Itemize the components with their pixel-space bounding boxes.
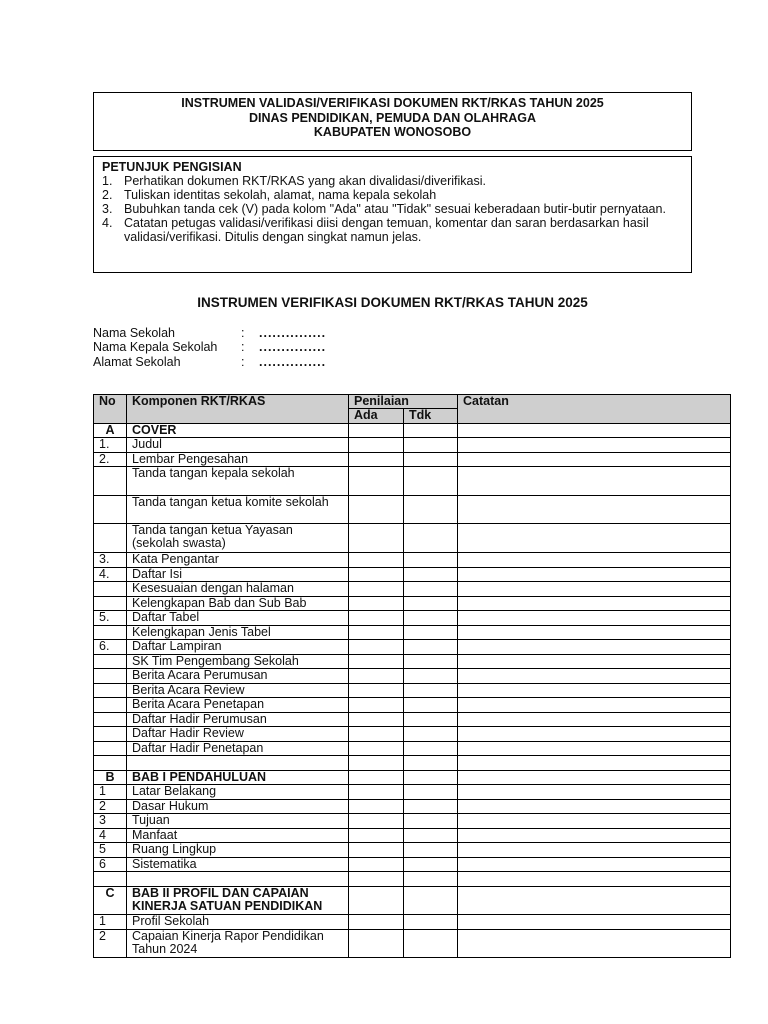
row-tdk-cell	[404, 553, 458, 568]
row-ada-cell	[349, 828, 404, 843]
row-tdk-cell	[404, 712, 458, 727]
row-tdk-cell	[404, 929, 458, 958]
checklist-table	[93, 394, 731, 958]
row-ada-cell	[349, 756, 404, 771]
row-tdk-cell	[404, 915, 458, 930]
row-komponen: Kelengkapan Jenis Tabel	[127, 625, 349, 640]
row-catatan-cell	[458, 467, 731, 496]
row-ada-cell	[349, 423, 404, 438]
row-komponen: Berita Acara Perumusan	[127, 669, 349, 684]
table-row	[94, 857, 731, 872]
identity-label: Alamat Sekolah	[93, 354, 181, 369]
header-no: No	[94, 395, 127, 424]
table-row	[94, 524, 731, 553]
row-tdk-cell	[404, 452, 458, 467]
row-komponen: Daftar Hadir Penetapan	[127, 741, 349, 756]
table-row	[94, 814, 731, 829]
row-number	[94, 524, 127, 553]
row-komponen: Capaian Kinerja Rapor Pendidikan Tahun 2024	[127, 929, 349, 958]
row-ada-cell	[349, 770, 404, 785]
row-tdk-cell	[404, 857, 458, 872]
table-row	[94, 596, 731, 611]
row-ada-cell	[349, 843, 404, 858]
row-komponen: Judul	[127, 438, 349, 453]
instruction-text: Tuliskan identitas sekolah, alamat, nama kepala sekolah	[124, 188, 437, 202]
row-number	[94, 756, 127, 771]
row-catatan-cell	[458, 915, 731, 930]
table-header-row	[94, 395, 731, 409]
row-catatan-cell	[458, 611, 731, 626]
row-tdk-cell	[404, 654, 458, 669]
instructions-title: PETUNJUK PENGISIAN	[102, 160, 242, 174]
row-tdk-cell	[404, 495, 458, 524]
row-komponen: Profil Sekolah	[127, 915, 349, 930]
row-komponen: Kata Pengantar	[127, 553, 349, 568]
row-catatan-cell	[458, 741, 731, 756]
row-komponen: Kesesuaian dengan halaman	[127, 582, 349, 597]
row-ada-cell	[349, 438, 404, 453]
table-row	[94, 495, 731, 524]
row-ada-cell	[349, 683, 404, 698]
identity-label: Nama Kepala Sekolah	[93, 340, 218, 355]
row-komponen: Sistematika	[127, 857, 349, 872]
row-komponen	[127, 756, 349, 771]
row-komponen: COVER	[127, 423, 349, 438]
row-komponen: Daftar Tabel	[127, 611, 349, 626]
row-ada-cell	[349, 467, 404, 496]
table-row	[94, 683, 731, 698]
row-komponen: Latar Belakang	[127, 785, 349, 800]
row-catatan-cell	[458, 872, 731, 887]
row-komponen: Tanda tangan ketua Yayasan (sekolah swasta)	[127, 524, 349, 553]
instruction-text: Perhatikan dokumen RKT/RKAS yang akan divalidasi/diverifikasi.	[124, 174, 486, 188]
row-number	[94, 495, 127, 524]
row-number: 4	[94, 828, 127, 843]
row-number: 5.	[94, 611, 127, 626]
row-catatan-cell	[458, 770, 731, 785]
instruction-item	[102, 174, 683, 188]
row-number: 2	[94, 929, 127, 958]
row-ada-cell	[349, 886, 404, 915]
row-tdk-cell	[404, 438, 458, 453]
row-ada-cell	[349, 567, 404, 582]
row-tdk-cell	[404, 524, 458, 553]
row-tdk-cell	[404, 886, 458, 915]
row-komponen: Dasar Hukum	[127, 799, 349, 814]
table-row	[94, 452, 731, 467]
row-number	[94, 582, 127, 597]
row-catatan-cell	[458, 683, 731, 698]
row-number	[94, 712, 127, 727]
row-komponen: Daftar Isi	[127, 567, 349, 582]
row-tdk-cell	[404, 814, 458, 829]
row-tdk-cell	[404, 467, 458, 496]
row-number: 2	[94, 799, 127, 814]
row-komponen: Ruang Lingkup	[127, 843, 349, 858]
row-ada-cell	[349, 495, 404, 524]
identity-row	[93, 326, 326, 340]
row-ada-cell	[349, 553, 404, 568]
table-row	[94, 770, 731, 785]
row-komponen: SK Tim Pengembang Sekolah	[127, 654, 349, 669]
row-catatan-cell	[458, 712, 731, 727]
identity-colon: :	[241, 340, 245, 355]
row-catatan-cell	[458, 886, 731, 915]
row-ada-cell	[349, 785, 404, 800]
row-number: 1	[94, 785, 127, 800]
row-number: 4.	[94, 567, 127, 582]
instruction-number: 3.	[102, 202, 113, 216]
row-ada-cell	[349, 712, 404, 727]
row-ada-cell	[349, 857, 404, 872]
row-number	[94, 596, 127, 611]
row-catatan-cell	[458, 727, 731, 742]
table-row	[94, 611, 731, 626]
row-catatan-cell	[458, 785, 731, 800]
header-catatan: Catatan	[458, 395, 731, 424]
instruction-item	[102, 202, 683, 216]
row-tdk-cell	[404, 640, 458, 655]
row-number	[94, 625, 127, 640]
row-komponen: Lembar Pengesahan	[127, 452, 349, 467]
row-komponen: BAB II PROFIL DAN CAPAIAN KINERJA SATUAN PENDIDIKAN	[127, 886, 349, 915]
row-ada-cell	[349, 814, 404, 829]
row-tdk-cell	[404, 799, 458, 814]
table-row	[94, 567, 731, 582]
table-row	[94, 582, 731, 597]
table-row	[94, 727, 731, 742]
row-catatan-cell	[458, 596, 731, 611]
row-ada-cell	[349, 741, 404, 756]
school-identity	[93, 326, 326, 369]
row-ada-cell	[349, 524, 404, 553]
row-catatan-cell	[458, 698, 731, 713]
row-number: 1	[94, 915, 127, 930]
document-header	[93, 92, 692, 151]
row-ada-cell	[349, 727, 404, 742]
row-tdk-cell	[404, 625, 458, 640]
row-komponen: Berita Acara Penetapan	[127, 698, 349, 713]
identity-row	[93, 355, 326, 369]
identity-value: ...............	[259, 354, 327, 369]
instruction-number: 2.	[102, 188, 113, 202]
row-catatan-cell	[458, 857, 731, 872]
table-row	[94, 625, 731, 640]
row-catatan-cell	[458, 929, 731, 958]
row-catatan-cell	[458, 828, 731, 843]
row-ada-cell	[349, 611, 404, 626]
row-number: 5	[94, 843, 127, 858]
table-row	[94, 799, 731, 814]
row-komponen: Daftar Hadir Review	[127, 727, 349, 742]
row-number	[94, 698, 127, 713]
row-tdk-cell	[404, 423, 458, 438]
row-tdk-cell	[404, 828, 458, 843]
table-row	[94, 669, 731, 684]
row-number: 3	[94, 814, 127, 829]
row-ada-cell	[349, 669, 404, 684]
row-ada-cell	[349, 582, 404, 597]
row-komponen: Kelengkapan Bab dan Sub Bab	[127, 596, 349, 611]
table-row	[94, 712, 731, 727]
row-number: A	[94, 423, 127, 438]
instruction-text: Bubuhkan tanda cek (V) pada kolom "Ada" atau "Tidak" sesuai keberadaan butir-butir pernyataan.	[124, 202, 666, 216]
row-komponen: Tanda tangan ketua komite sekolah	[127, 495, 349, 524]
instruction-number: 4.	[102, 216, 113, 230]
row-tdk-cell	[404, 872, 458, 887]
table-row	[94, 640, 731, 655]
instruction-item	[102, 188, 683, 202]
row-ada-cell	[349, 625, 404, 640]
row-tdk-cell	[404, 843, 458, 858]
row-catatan-cell	[458, 640, 731, 655]
row-tdk-cell	[404, 596, 458, 611]
row-tdk-cell	[404, 611, 458, 626]
row-tdk-cell	[404, 785, 458, 800]
row-catatan-cell	[458, 582, 731, 597]
row-komponen: Tujuan	[127, 814, 349, 829]
row-number: 6	[94, 857, 127, 872]
row-tdk-cell	[404, 756, 458, 771]
row-number	[94, 683, 127, 698]
row-number	[94, 741, 127, 756]
row-number: B	[94, 770, 127, 785]
row-catatan-cell	[458, 669, 731, 684]
row-komponen: Manfaat	[127, 828, 349, 843]
row-tdk-cell	[404, 669, 458, 684]
row-catatan-cell	[458, 814, 731, 829]
row-ada-cell	[349, 698, 404, 713]
table-row	[94, 843, 731, 858]
row-catatan-cell	[458, 524, 731, 553]
header-penilaian: Penilaian	[349, 395, 458, 409]
row-number: 2.	[94, 452, 127, 467]
row-catatan-cell	[458, 843, 731, 858]
row-catatan-cell	[458, 625, 731, 640]
table-row	[94, 698, 731, 713]
row-catatan-cell	[458, 438, 731, 453]
table-row	[94, 785, 731, 800]
row-number	[94, 872, 127, 887]
instruction-text: Catatan petugas validasi/verifikasi diisi dengan temuan, komentar dan saran berdasarkan hasil validasi/verifikasi. Ditulis dengan singkat namun jelas.	[124, 216, 649, 244]
row-ada-cell	[349, 596, 404, 611]
row-number	[94, 669, 127, 684]
row-number: C	[94, 886, 127, 915]
identity-row	[93, 340, 326, 354]
row-catatan-cell	[458, 654, 731, 669]
row-catatan-cell	[458, 756, 731, 771]
row-komponen: Tanda tangan kepala sekolah	[127, 467, 349, 496]
row-tdk-cell	[404, 683, 458, 698]
table-row	[94, 915, 731, 930]
table-row	[94, 423, 731, 438]
row-komponen: BAB I PENDAHULUAN	[127, 770, 349, 785]
row-komponen: Daftar Hadir Perumusan	[127, 712, 349, 727]
row-catatan-cell	[458, 452, 731, 467]
row-number: 6.	[94, 640, 127, 655]
row-tdk-cell	[404, 770, 458, 785]
header-komponen: Komponen RKT/RKAS	[127, 395, 349, 424]
table-row	[94, 886, 731, 915]
row-ada-cell	[349, 799, 404, 814]
table-row	[94, 654, 731, 669]
row-tdk-cell	[404, 582, 458, 597]
header-line-3: KABUPATEN WONOSOBO	[313, 125, 472, 139]
row-number	[94, 654, 127, 669]
table-body	[94, 423, 731, 958]
row-number	[94, 727, 127, 742]
row-ada-cell	[349, 452, 404, 467]
row-tdk-cell	[404, 567, 458, 582]
row-tdk-cell	[404, 698, 458, 713]
row-ada-cell	[349, 872, 404, 887]
instruction-number: 1.	[102, 174, 113, 188]
row-ada-cell	[349, 640, 404, 655]
row-ada-cell	[349, 654, 404, 669]
row-tdk-cell	[404, 741, 458, 756]
row-number: 3.	[94, 553, 127, 568]
table-row	[94, 741, 731, 756]
header-ada: Ada	[349, 409, 404, 423]
row-ada-cell	[349, 929, 404, 958]
row-catatan-cell	[458, 423, 731, 438]
table-row	[94, 467, 731, 496]
section-title: INSTRUMEN VERIFIKASI DOKUMEN RKT/RKAS TAHUN 2025	[197, 295, 588, 310]
table-row	[94, 756, 731, 771]
row-number	[94, 467, 127, 496]
instructions-list	[102, 174, 683, 244]
identity-colon: :	[241, 354, 245, 369]
row-tdk-cell	[404, 727, 458, 742]
table-row	[94, 553, 731, 568]
identity-value: ...............	[259, 326, 327, 340]
header-line-2: DINAS PENDIDIKAN, PEMUDA DAN OLAHRAGA	[248, 110, 537, 125]
row-catatan-cell	[458, 567, 731, 582]
row-ada-cell	[349, 915, 404, 930]
instructions-box	[93, 156, 692, 273]
table-row	[94, 828, 731, 843]
row-komponen: Berita Acara Review	[127, 683, 349, 698]
table-row	[94, 872, 731, 887]
identity-label: Nama Sekolah	[93, 326, 175, 340]
row-catatan-cell	[458, 553, 731, 568]
row-komponen	[127, 872, 349, 887]
row-catatan-cell	[458, 799, 731, 814]
header-tdk: Tdk	[404, 409, 458, 423]
instruction-item	[102, 216, 683, 244]
table-row	[94, 438, 731, 453]
row-komponen: Daftar Lampiran	[127, 640, 349, 655]
header-line-1: INSTRUMEN VALIDASI/VERIFIKASI DOKUMEN RKT/RKAS TAHUN 2025	[181, 96, 604, 110]
identity-colon: :	[241, 326, 245, 340]
row-catatan-cell	[458, 495, 731, 524]
table-row	[94, 929, 731, 958]
row-number: 1.	[94, 438, 127, 453]
identity-value: ...............	[259, 340, 327, 355]
